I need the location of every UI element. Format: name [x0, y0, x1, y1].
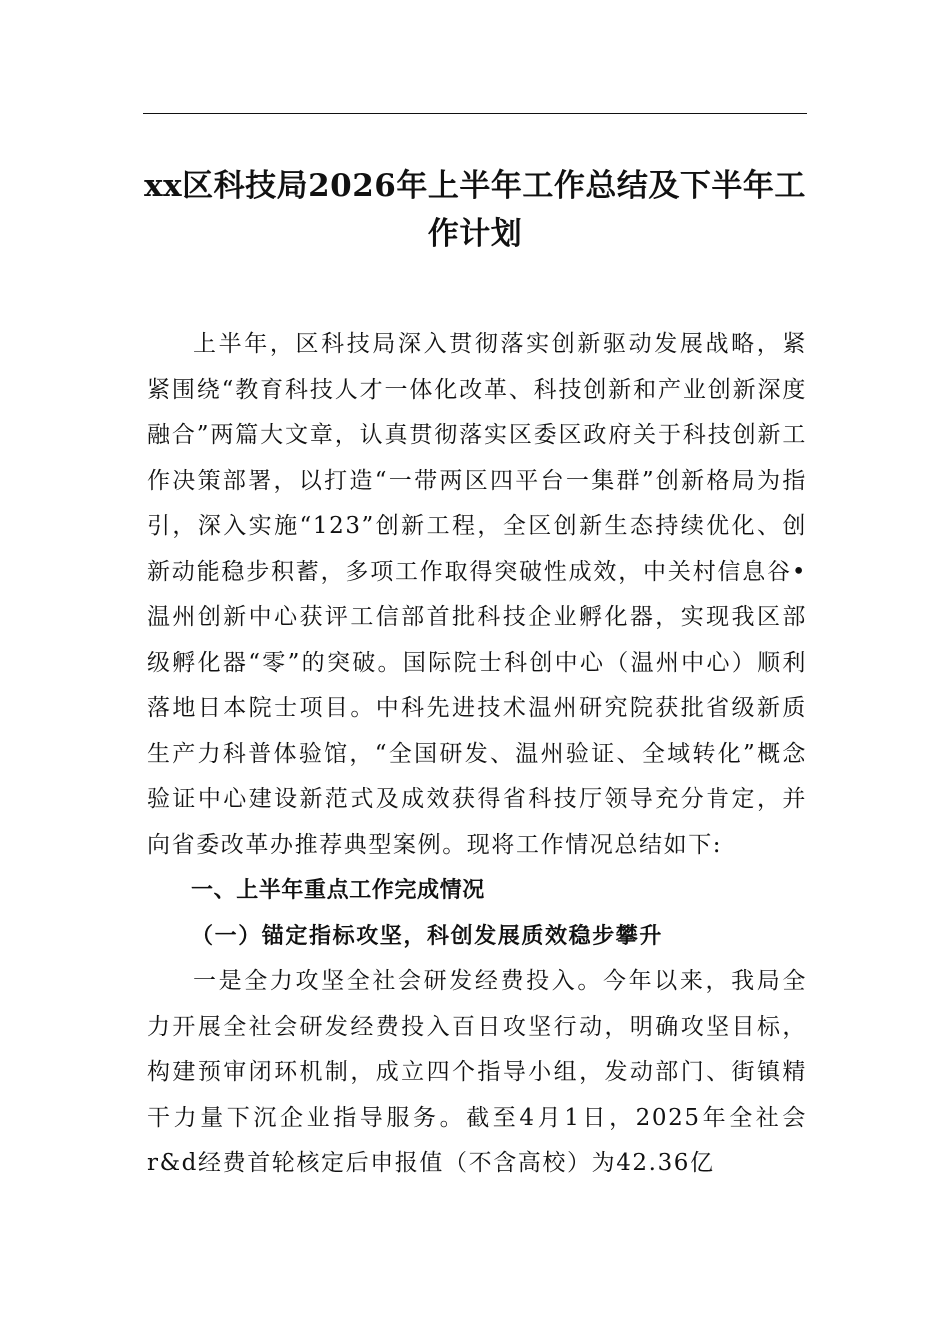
- subsection-heading: （一）锚定指标攻坚，科创发展质效稳步攀升: [191, 922, 664, 949]
- section-heading: 一、上半年重点工作完成情况: [191, 878, 485, 903]
- document-title: xx区科技局2026年上半年工作总结及下半年工作计划: [144, 168, 806, 252]
- body-paragraph: 一是全力攻坚全社会研发经费投入。今年以来，我局全力开展全社会研发经费投入百日攻坚行动，明确攻坚目标，构建预审闭环机制，成立四个指导小组，发动部门、街镇精干力量下沉企业指导服务。截至4月1日，2025年全社会r&d经费首轮核定后申报值（不含高校）为42.36亿: [147, 968, 807, 1176]
- intro-paragraph: 上半年，区科技局深入贯彻落实创新驱动发展战略，紧紧围绕“教育科技人才一体化改革、科技创新和产业创新深度融合”两篇大文章，认真贯彻落实区委区政府关于科技创新工作决策部署，以打造“一带两区四平台一集群”创新格局为指引，深入实施“123”创新工程，全区创新生态持续优化、创新动能稳步积蓄，多项工作取得突破性成效，中关村信息谷•温州创新中心获评工信部首批科技企业孵化器，实现我区部级孵化器“零”的突破。国际院士科创中心（温州中心）顺利落地日本院士项目。中科先进技术温州研究院获批省级新质生产力科普体验馆，“全国研发、温州验证、全域转化”概念验证中心建设新范式及成效获得省科技厅领导充分肯定，并向省委改革办推荐典型案例。现将工作情况总结如下:: [147, 331, 807, 858]
- document-body: [147, 322, 807, 1187]
- header-rule: [143, 113, 807, 114]
